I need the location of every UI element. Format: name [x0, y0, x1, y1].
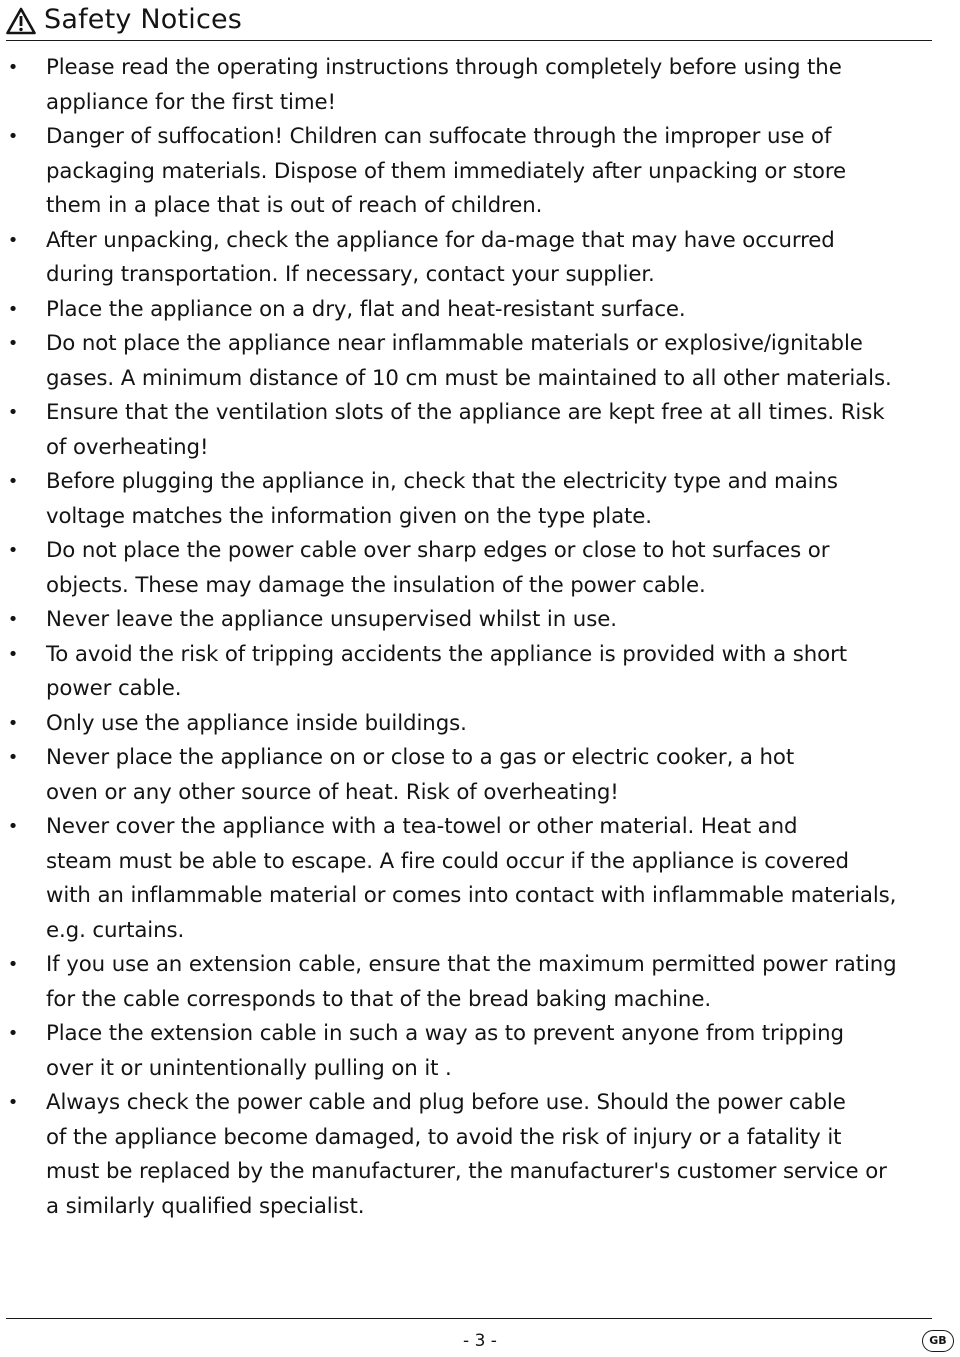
notice-text-line: After unpacking, check the appliance for da-mage that may have occurred — [46, 227, 835, 253]
notice-text-line: objects. These may damage the insulation of the power cable. — [46, 572, 706, 598]
notice-text-line: steam must be able to escape. A fire could occur if the appliance is covered — [46, 848, 849, 874]
safety-notice-item — [0, 1086, 940, 1224]
notice-text-line: of the appliance become damaged, to avoid the risk of injury or a fatality it — [46, 1124, 842, 1150]
bullet-icon: • — [7, 643, 19, 665]
notice-text-line: Never place the appliance on or close to a gas or electric cooker, a hot — [46, 745, 795, 770]
notice-text-line: e.g. curtains. — [46, 917, 185, 943]
safety-notice-item — [0, 465, 940, 534]
bullet-icon: • — [7, 126, 19, 147]
notice-text-line: packaging materials. Dispose of them immediately after unpacking or store — [46, 158, 847, 184]
bullet-icon: • — [7, 712, 19, 734]
safety-notice-item — [0, 707, 940, 742]
safety-notice-item — [0, 396, 940, 465]
bullet-icon: • — [7, 229, 19, 251]
notice-text-line: for the cable corresponds to that of the bread baking machine. — [46, 986, 712, 1012]
language-badge: GB — [922, 1330, 954, 1352]
safety-notice-list — [0, 51, 940, 1224]
notice-text-line: Danger of suffocation! Children can suffocate through the improper use of — [46, 124, 832, 149]
footer-divider — [6, 1318, 932, 1319]
safety-notice-item — [0, 1017, 940, 1086]
notice-text-line: Only use the appliance inside buildings. — [46, 710, 467, 736]
bullet-icon: • — [7, 954, 19, 975]
bullet-icon: • — [7, 816, 19, 837]
notice-text-line: Place the appliance on a dry, flat and heat-resistant surface. — [46, 296, 686, 322]
safety-notice-item — [0, 948, 940, 1017]
bullet-icon: • — [7, 402, 19, 423]
notice-text-line: power cable. — [46, 676, 182, 701]
page-title: Safety Notices — [44, 4, 243, 35]
bullet-icon: • — [7, 747, 19, 768]
notice-text-line: them in a place that is out of reach of children. — [46, 193, 543, 218]
safety-notice-item — [0, 603, 940, 638]
notice-text-line: Place the extension cable in such a way as to prevent anyone from tripping — [46, 1021, 844, 1046]
notice-text-line: Do not place the appliance near inflammable materials or explosive/ignitable — [46, 331, 863, 356]
notice-text-line: appliance for the first time! — [46, 89, 336, 115]
safety-notice-item — [0, 741, 940, 810]
safety-notice-item — [0, 638, 940, 707]
notice-text-line: with an inflammable material or comes into contact with inflammable materials, — [46, 883, 897, 908]
warning-triangle-icon — [6, 7, 36, 35]
notice-text-line: Never cover the appliance with a tea-towel or other material. Heat and — [46, 814, 798, 839]
section-header — [6, 0, 932, 41]
safety-notice-item — [0, 224, 940, 293]
notice-text-line: gases. A minimum distance of 10 cm must be maintained to all other materials. — [46, 365, 892, 391]
notice-text-line: If you use an extension cable, ensure that the maximum permitted power rating — [46, 952, 897, 977]
notice-text-line: voltage matches the information given on the type plate. — [46, 503, 652, 529]
bullet-icon: • — [7, 1092, 19, 1113]
notice-text-line: Please read the operating instructions through completely before using the — [46, 55, 842, 80]
notice-text-line: Do not place the power cable over sharp edges or close to hot surfaces or — [46, 538, 830, 563]
notice-text-line: Never leave the appliance unsupervised whilst in use. — [46, 607, 617, 632]
page-number: - 3 - — [463, 1331, 497, 1351]
safety-notice-item — [0, 327, 940, 396]
notice-text-line: To avoid the risk of tripping accidents the appliance is provided with a short — [46, 641, 847, 667]
safety-notice-item — [0, 534, 940, 603]
notice-text-line: a similarly qualified specialist. — [46, 1193, 365, 1219]
safety-notice-item — [0, 810, 940, 948]
notice-text-line: over it or unintentionally pulling on it . — [46, 1055, 452, 1081]
notice-text-line: of overheating! — [46, 434, 209, 460]
notice-text-line: Always check the power cable and plug before use. Should the power cable — [46, 1090, 846, 1115]
bullet-icon: • — [7, 540, 19, 561]
bullet-icon: • — [7, 333, 19, 354]
bullet-icon: • — [7, 471, 19, 492]
safety-notice-item — [0, 51, 940, 120]
bullet-icon: • — [7, 57, 19, 78]
notice-text-line: Before plugging the appliance in, check that the electricity type and mains — [46, 469, 838, 494]
notice-text-line: Ensure that the ventilation slots of the appliance are kept free at all times. Risk — [46, 400, 885, 425]
notice-text-line: must be replaced by the manufacturer, the manufacturer's customer service or — [46, 1159, 887, 1184]
safety-notice-item — [0, 293, 940, 328]
bullet-icon: • — [7, 1023, 19, 1044]
safety-notice-item — [0, 120, 940, 224]
bullet-icon: • — [7, 609, 19, 630]
notice-text-line: oven or any other source of heat. Risk of overheating! — [46, 779, 619, 805]
bullet-icon: • — [7, 298, 19, 320]
notice-text-line: during transportation. If necessary, contact your supplier. — [46, 262, 655, 287]
